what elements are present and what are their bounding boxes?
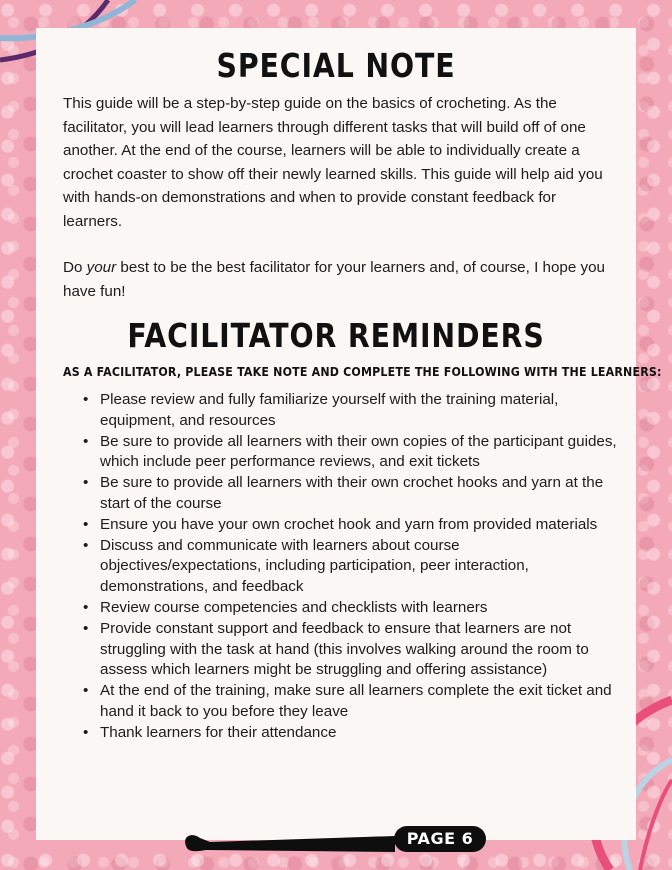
list-item: • Review course competencies and checklists with learners [100, 598, 620, 619]
facilitator-reminders-heading: FACILITATOR REMINDERS [127, 316, 545, 355]
list-item: • Discuss and communicate with learners about course objectives/expectations, including participation, peer interaction, demonstrations, and feedback [100, 536, 620, 598]
list-item: • Ensure you have your own crochet hook and yarn from provided materials [100, 515, 620, 536]
closing-emphasis: your [86, 259, 117, 276]
closing-text-end: best to be the best facilitator for your learners and, of course, I hope you have fun! [63, 259, 605, 300]
list-item: • Be sure to provide all learners with their own copies of the participant guides, which include peer performance reviews, and exit tickets [100, 432, 620, 474]
page-number-badge: PAGE 6 [394, 826, 486, 852]
list-item: • Please review and fully familiarize yourself with the training material, equipment, and resources [100, 390, 620, 432]
list-item: • Provide constant support and feedback to ensure that learners are not struggling with the task at hand (this involves walking around the room to assess which learners might be struggling and offering assistance) [100, 619, 620, 681]
list-item: • At the end of the training, make sure all learners complete the exit ticket and hand it back to you before they leave [100, 681, 620, 723]
list-item: • Be sure to provide all learners with their own crochet hooks and yarn at the start of the course [100, 473, 620, 515]
intro-paragraph: This guide will be a step-by-step guide on the basics of crocheting. As the facilitator, you will lead learners through different tasks that will build off of one another. At the end of the course, learners will be able to individually create a crochet coaster to show off their newly learned skills. This guide will help aid you with hands-on demonstrations and when to provide constant feedback for learners. [63, 95, 603, 230]
special-note-heading: SPECIAL NOTE [216, 46, 456, 85]
reminders-subheading: AS A FACILITATOR, PLEASE TAKE NOTE AND COMPLETE THE FOLLOWING WITH THE LEARNERS: [63, 365, 662, 379]
closing-text-start: Do [63, 259, 87, 276]
list-item: • Thank learners for their attendance [100, 723, 620, 744]
